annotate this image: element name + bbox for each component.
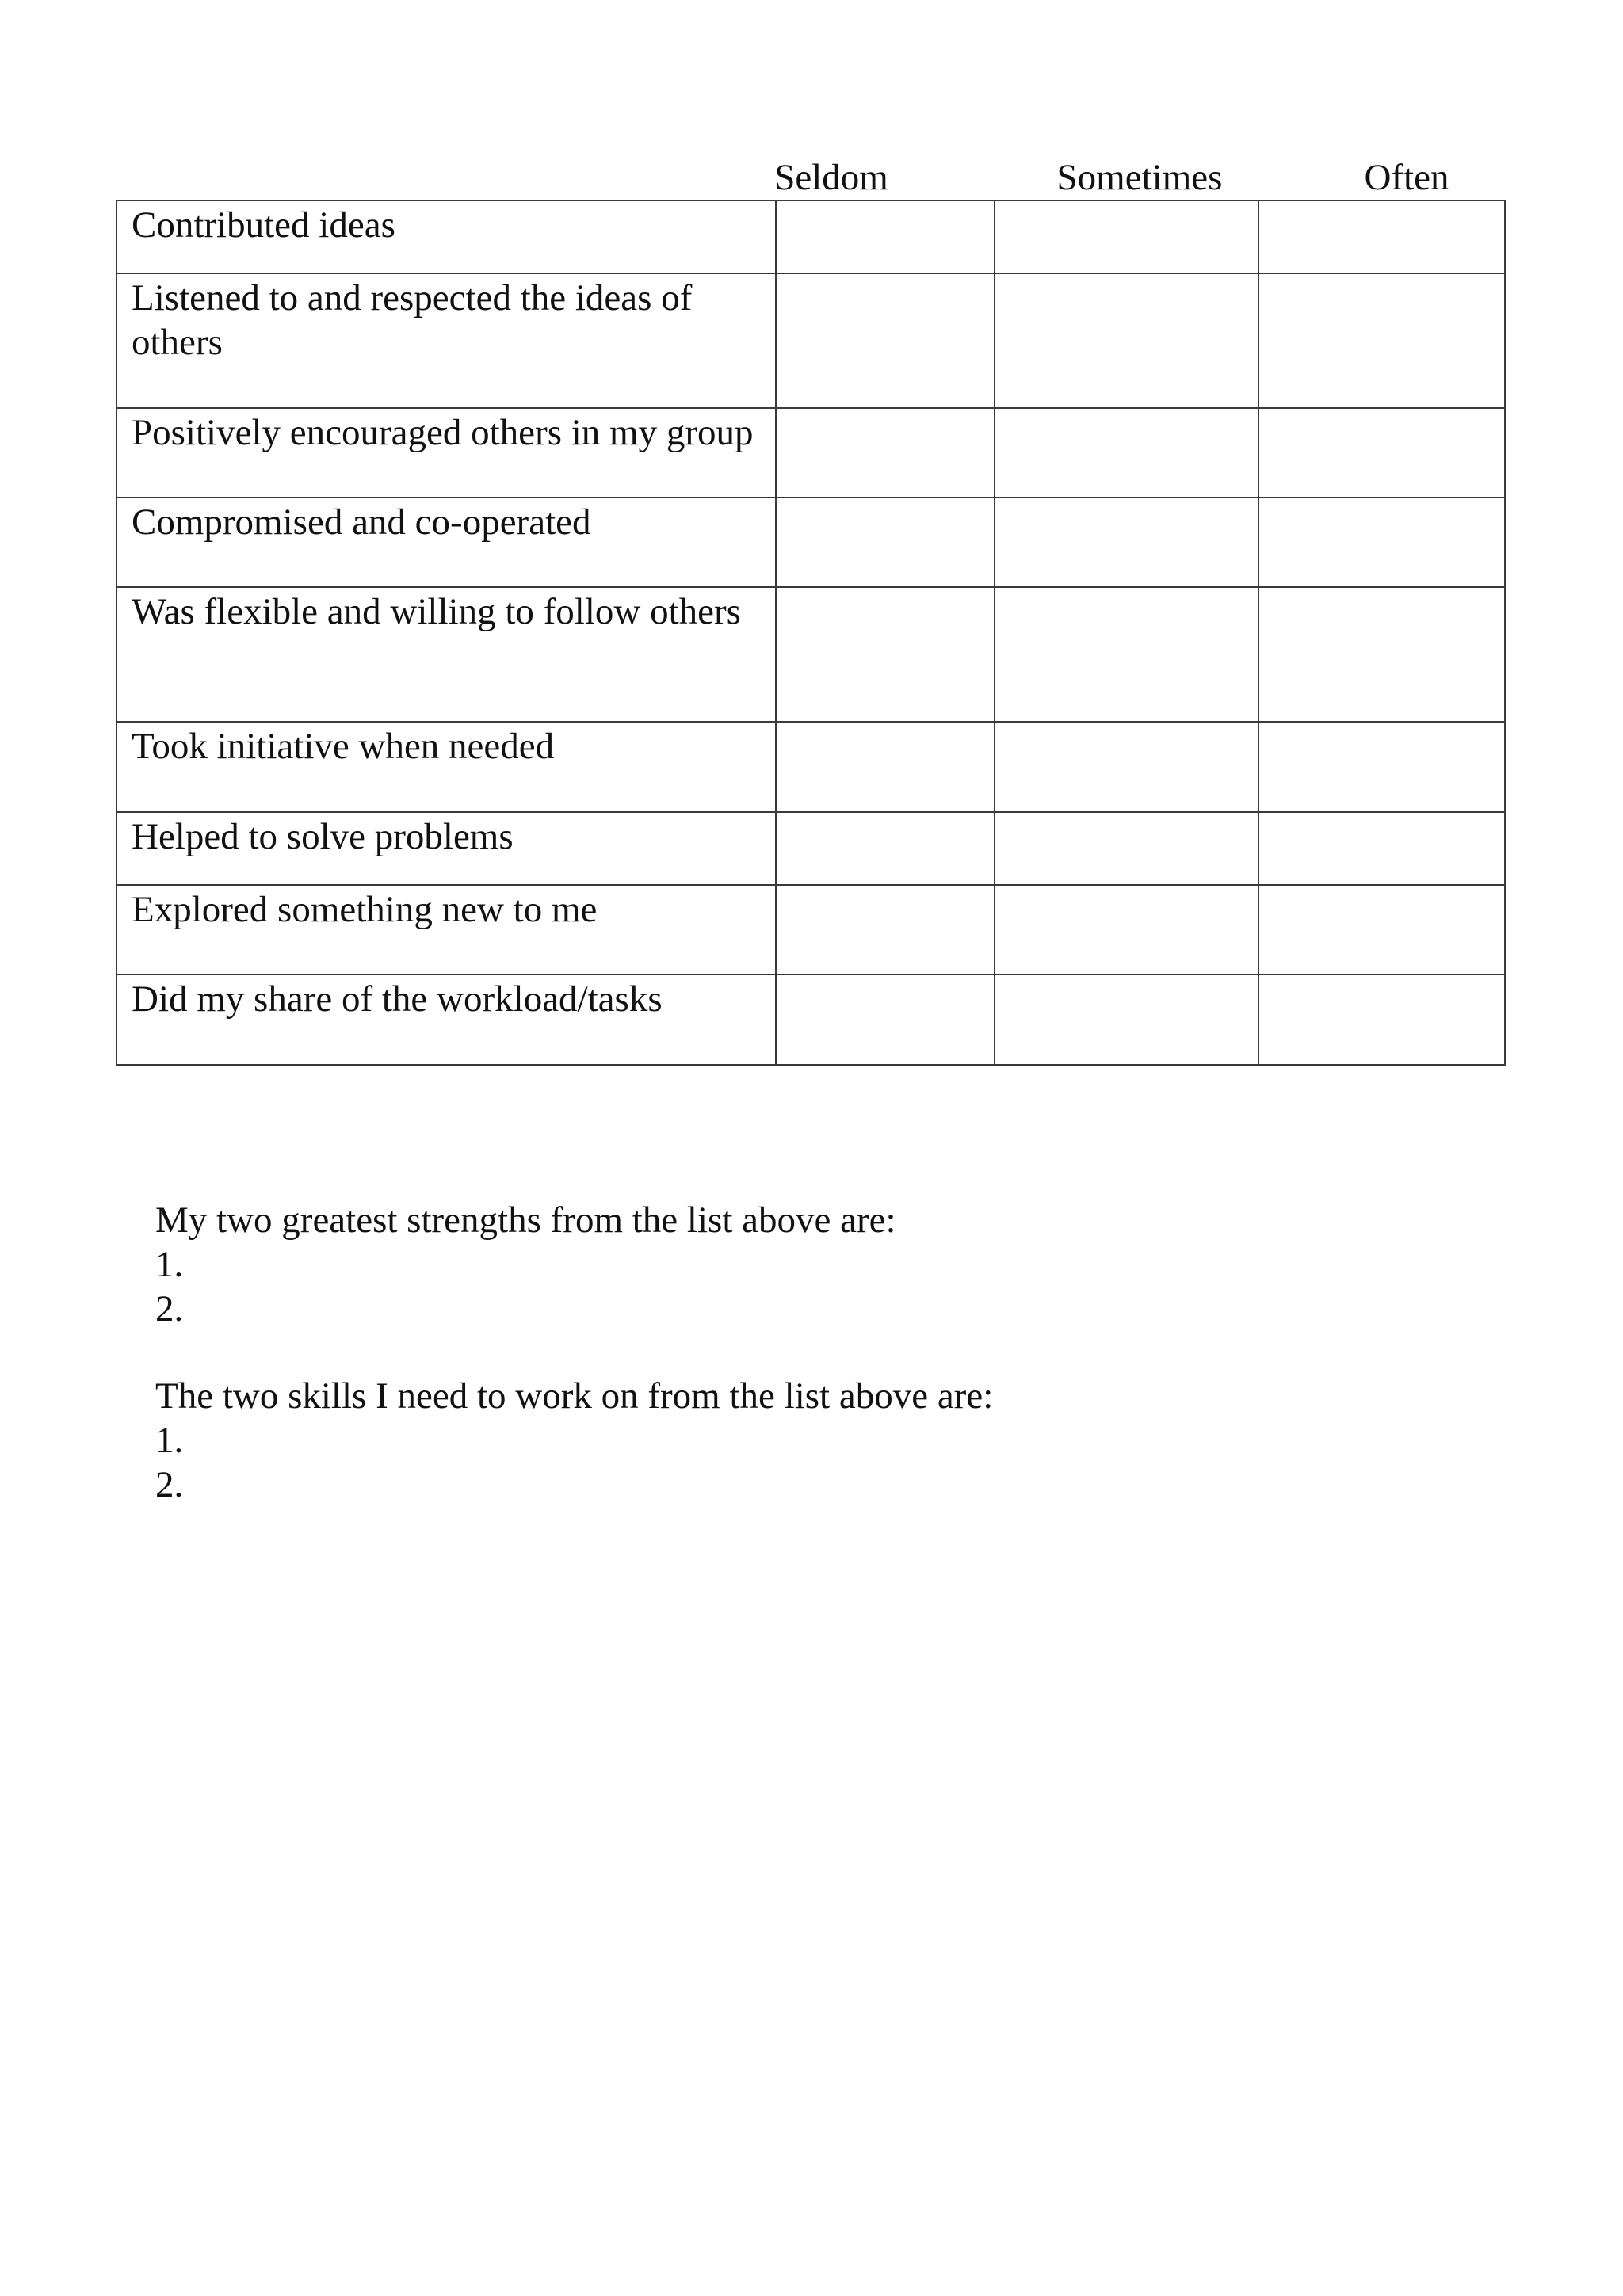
rating-cell-seldom[interactable] xyxy=(776,885,995,974)
rating-cell-sometimes[interactable] xyxy=(995,812,1258,885)
strength-item-1[interactable]: 1. xyxy=(155,1244,184,1285)
row-label: Listened to and respected the ideas of others xyxy=(116,273,776,408)
skills-prompt: The two skills I need to work on from the list above are: xyxy=(155,1375,994,1417)
rating-cell-often[interactable] xyxy=(1258,974,1505,1065)
rating-cell-often[interactable] xyxy=(1258,722,1505,812)
rating-cell-seldom[interactable] xyxy=(776,974,995,1065)
table-row xyxy=(116,498,1505,587)
rating-cell-often[interactable] xyxy=(1258,587,1505,722)
rating-cell-often[interactable] xyxy=(1258,200,1505,273)
row-label: Compromised and co-operated xyxy=(116,498,776,587)
rating-cell-sometimes[interactable] xyxy=(995,408,1258,498)
row-label: Did my share of the workload/tasks xyxy=(116,974,776,1065)
rating-cell-seldom[interactable] xyxy=(776,273,995,408)
skill-item-2[interactable]: 2. xyxy=(155,1464,184,1505)
strengths-prompt: My two greatest strengths from the list above are: xyxy=(155,1199,896,1241)
rating-cell-often[interactable] xyxy=(1258,273,1505,408)
rating-cell-sometimes[interactable] xyxy=(995,885,1258,974)
rating-cell-sometimes[interactable] xyxy=(995,273,1258,408)
table-row xyxy=(116,587,1505,722)
rating-cell-often[interactable] xyxy=(1258,885,1505,974)
rating-cell-seldom[interactable] xyxy=(776,812,995,885)
row-label: Was flexible and willing to follow others xyxy=(116,587,776,722)
rating-cell-sometimes[interactable] xyxy=(995,587,1258,722)
table-row xyxy=(116,812,1505,885)
rating-cell-sometimes[interactable] xyxy=(995,722,1258,812)
table-row xyxy=(116,200,1505,273)
table-row xyxy=(116,885,1505,974)
table-row xyxy=(116,273,1505,408)
rating-cell-often[interactable] xyxy=(1258,408,1505,498)
reflection-section xyxy=(155,1198,1344,1507)
row-label: Explored something new to me xyxy=(116,885,776,974)
table-row xyxy=(116,408,1505,498)
row-label: Took initiative when needed xyxy=(116,722,776,812)
row-label: Contributed ideas xyxy=(116,200,776,273)
rating-cell-seldom[interactable] xyxy=(776,200,995,273)
row-label: Helped to solve problems xyxy=(116,812,776,885)
rating-cell-often[interactable] xyxy=(1258,812,1505,885)
row-label: Positively encouraged others in my group xyxy=(116,408,776,498)
column-headers xyxy=(0,155,1623,200)
rating-cell-seldom[interactable] xyxy=(776,722,995,812)
rating-cell-seldom[interactable] xyxy=(776,408,995,498)
table-row xyxy=(116,974,1505,1065)
rating-cell-seldom[interactable] xyxy=(776,498,995,587)
section-spacer xyxy=(155,1331,1344,1374)
self-assessment-table xyxy=(116,200,1506,1066)
column-header-sometimes: Sometimes xyxy=(1056,157,1223,198)
column-header-seldom: Seldom xyxy=(774,157,888,198)
rating-cell-seldom[interactable] xyxy=(776,587,995,722)
rating-cell-sometimes[interactable] xyxy=(995,974,1258,1065)
table-row xyxy=(116,722,1505,812)
column-header-often: Often xyxy=(1364,157,1449,198)
skill-item-1[interactable]: 1. xyxy=(155,1420,184,1461)
rating-cell-often[interactable] xyxy=(1258,498,1505,587)
rating-cell-sometimes[interactable] xyxy=(995,498,1258,587)
rating-cell-sometimes[interactable] xyxy=(995,200,1258,273)
strength-item-2[interactable]: 2. xyxy=(155,1288,184,1329)
